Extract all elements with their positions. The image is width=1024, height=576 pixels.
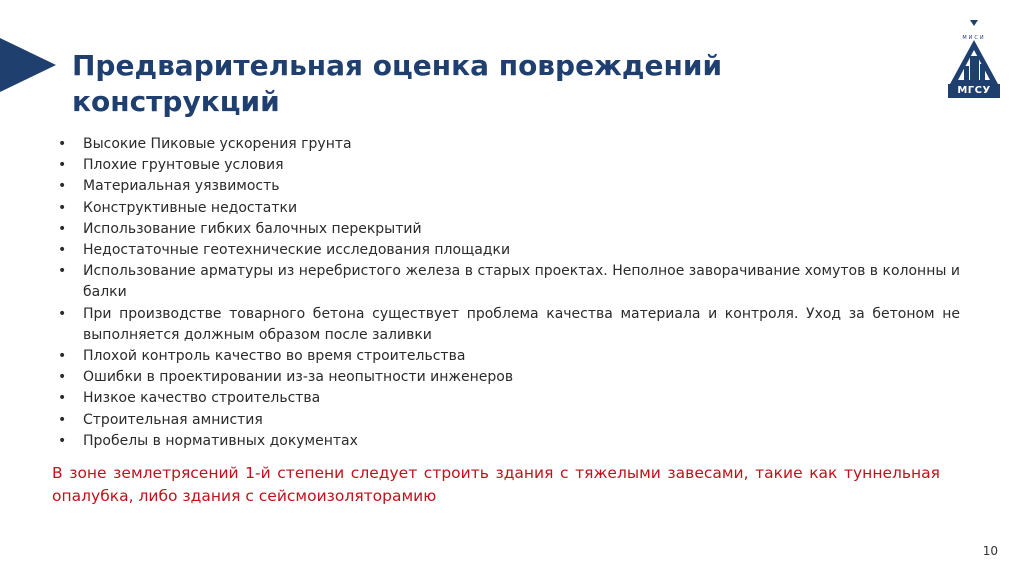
logo-text: МГСУ	[948, 84, 1000, 98]
logo-small-text: МИСИ	[962, 35, 986, 41]
bullet-item: • Материальная уязвимость	[56, 176, 960, 197]
bullet-item: • Плохой контроль качество во время строительства	[56, 346, 960, 367]
conclusion-text: В зоне землетрясений 1-й степени следует строить здания с тяжелыми завесами, такие как туннельная опалубка, либо здания с сейсмоизоляторамию	[52, 464, 940, 505]
bullet-item: • Высокие Пиковые ускорения грунта	[56, 134, 960, 155]
bullet-item: • Строительная амнистия	[56, 410, 960, 431]
mgsu-logo-icon	[948, 18, 1000, 102]
bullet-item: • Низкое качество строительства	[56, 388, 960, 409]
bullet-item: • Использование арматуры из неребристого железа в старых проектах. Неполное заворачивание хомутов в колонны и балки	[56, 261, 960, 303]
bullet-item: • Недостаточные геотехнические исследования площадки	[56, 240, 960, 261]
bullet-list	[56, 134, 960, 452]
bullet-item: • Ошибки в проектировании из-за неопытности инженеров	[56, 367, 960, 388]
bullet-item: • Использование гибких балочных перекрытий	[56, 219, 960, 240]
page-number: 10	[982, 544, 998, 558]
bullet-item: • Плохие грунтовые условия	[56, 155, 960, 176]
bullet-item: • Конструктивные недостатки	[56, 198, 960, 219]
slide-title: Предварительная оценка повреждений конструкций	[72, 49, 723, 118]
bullet-item: • При производстве товарного бетона существует проблема качества материала и контроля. Уход за бетоном не выполняется должным образом после заливки	[56, 304, 960, 346]
corner-arrow-icon	[0, 38, 56, 96]
bullet-item: • Пробелы в нормативных документах	[56, 431, 960, 452]
